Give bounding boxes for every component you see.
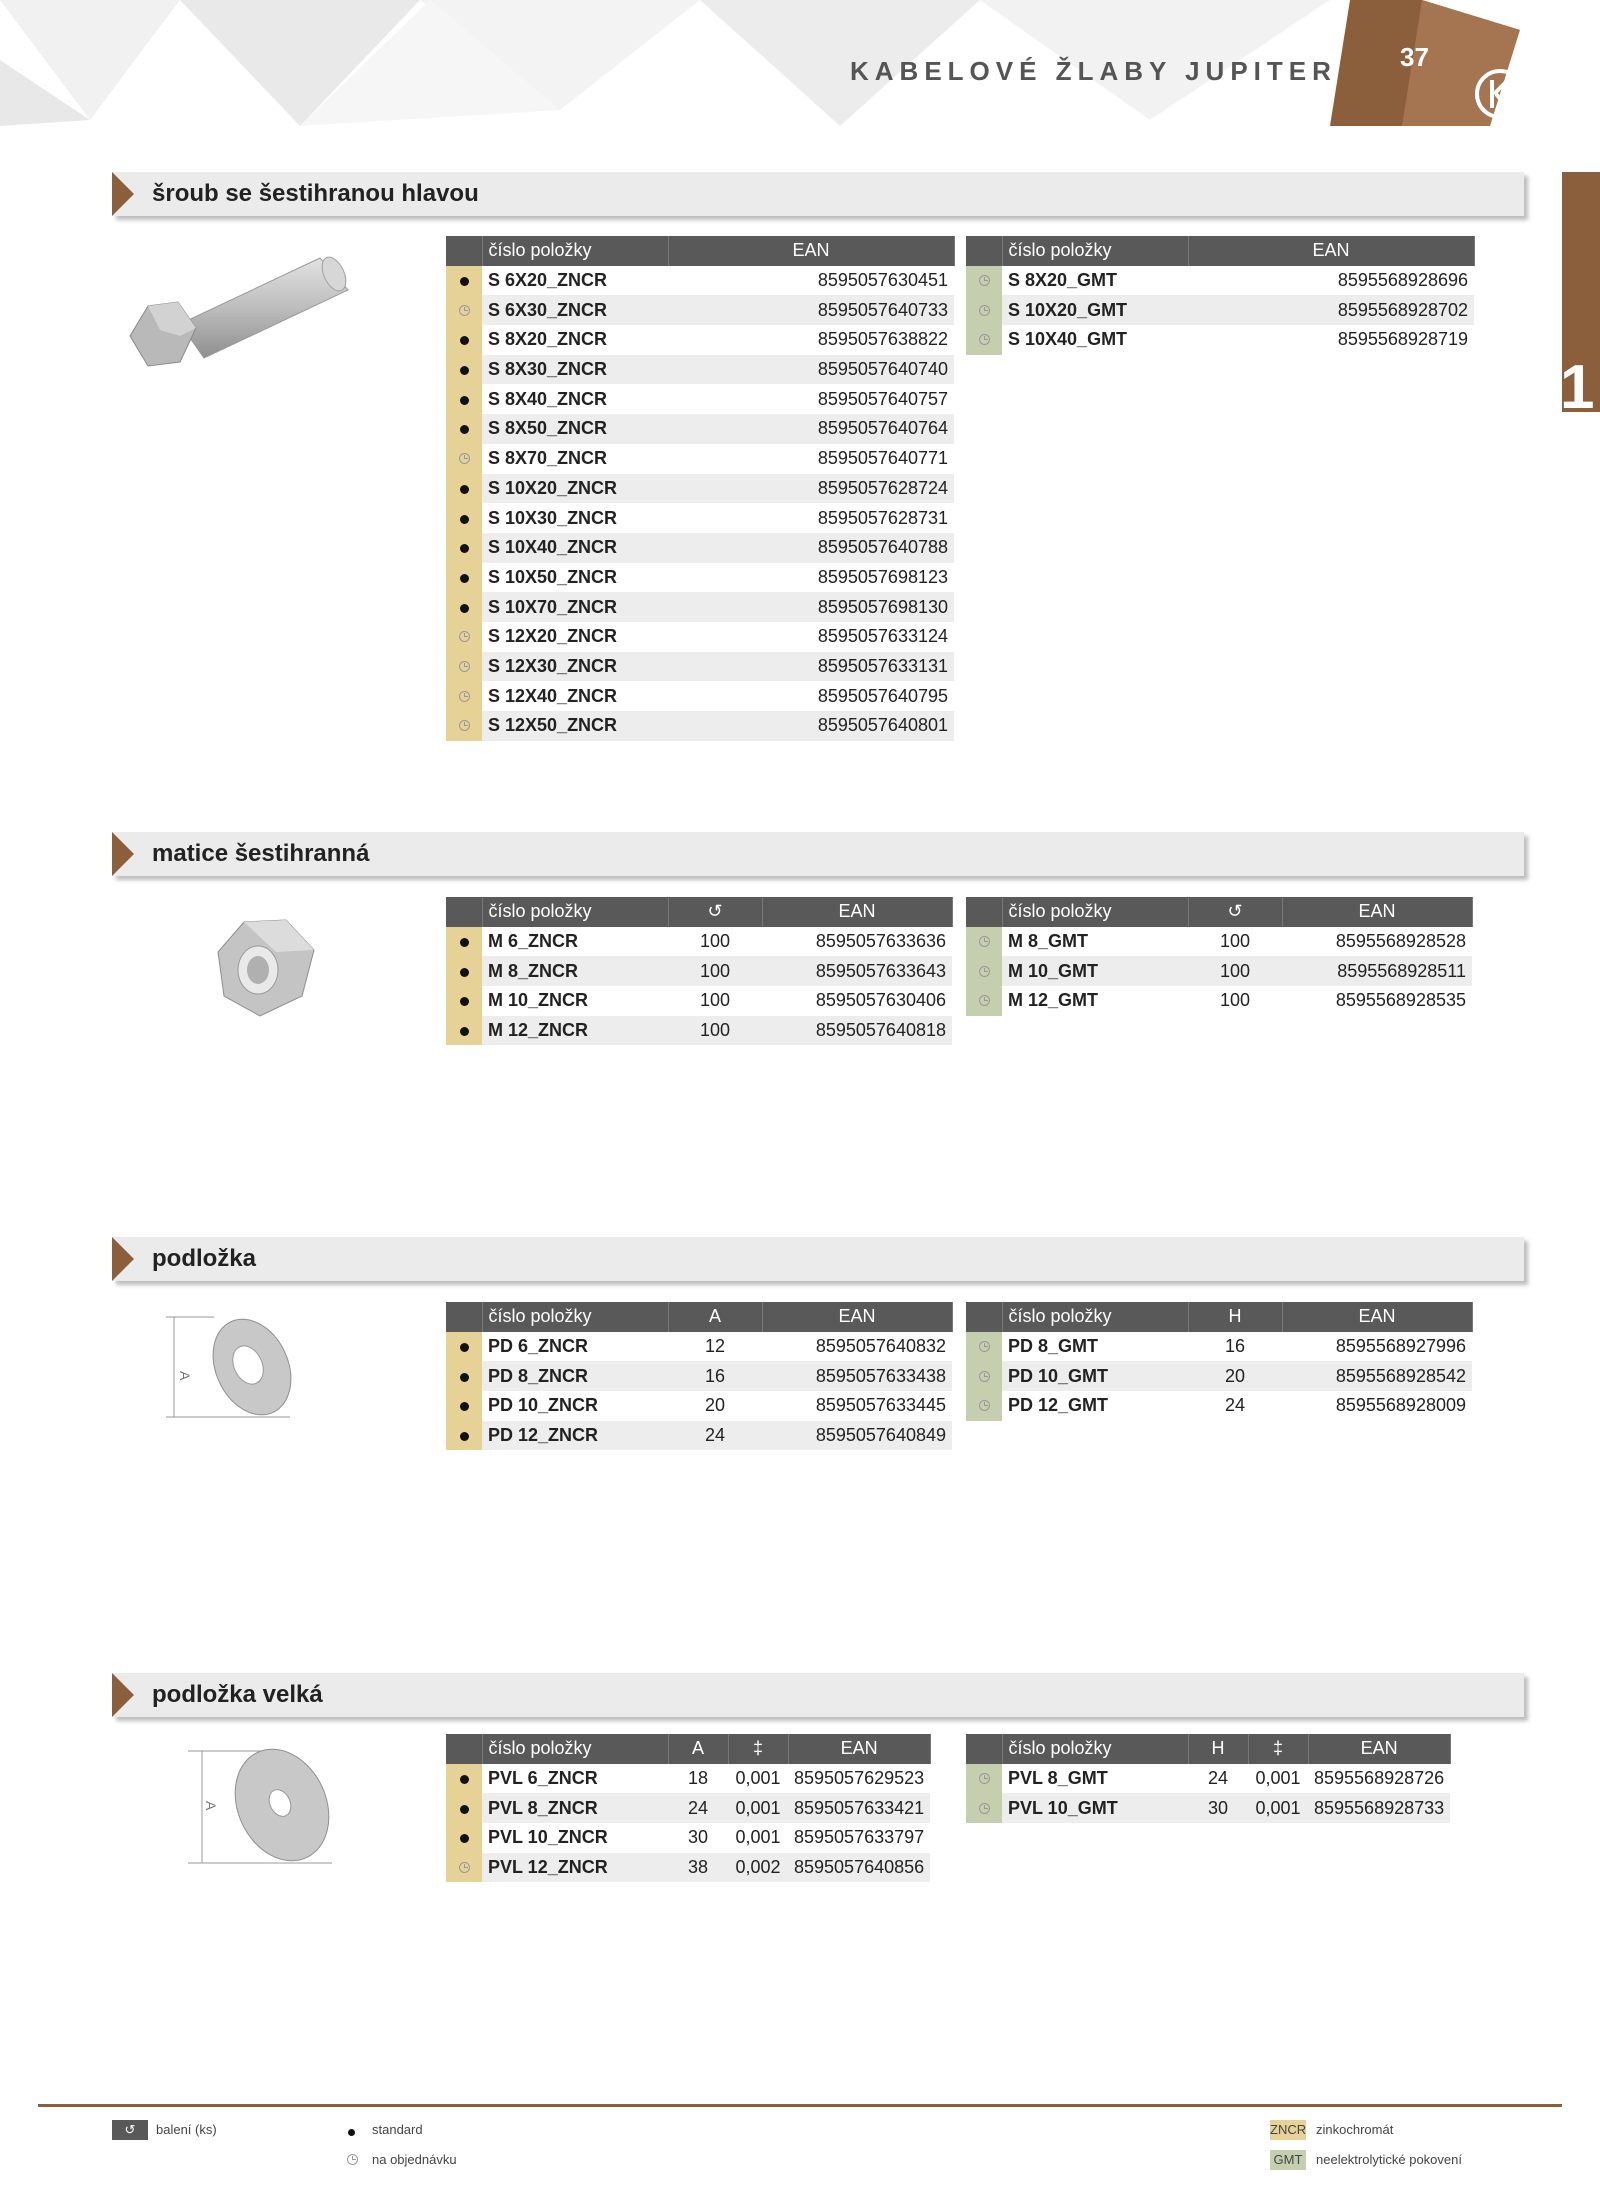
value-cell: 0,001 bbox=[735, 1827, 781, 1848]
column-header: číslo položky bbox=[1002, 897, 1188, 927]
header-marker-cell bbox=[446, 1302, 482, 1332]
ean-cell: 8595057698123 bbox=[817, 566, 948, 587]
hex-bolt-image bbox=[120, 254, 360, 414]
on-order-clock-icon bbox=[446, 295, 482, 325]
standard-dot-icon bbox=[446, 986, 482, 1016]
standard-dot-icon bbox=[446, 563, 482, 593]
item-number-cell: PD 12_GMT bbox=[1008, 1395, 1109, 1416]
product-table-left bbox=[446, 897, 953, 1045]
item-number-cell: S 8X20_GMT bbox=[1008, 270, 1118, 291]
ean-cell: 8595057629523 bbox=[794, 1768, 925, 1789]
product-table-right bbox=[966, 1302, 1473, 1421]
ean-cell: 8595057640788 bbox=[668, 533, 954, 563]
product-table-right bbox=[966, 897, 1473, 1016]
item-number-cell: PVL 10_GMT bbox=[1002, 1793, 1188, 1823]
table-row bbox=[446, 956, 952, 986]
value-cell: 16 bbox=[668, 1361, 762, 1391]
footer-divider bbox=[38, 2104, 1562, 2107]
value-cell: 24 bbox=[1207, 1768, 1229, 1789]
item-number-cell: S 8X40_ZNCR bbox=[488, 388, 608, 409]
standard-dot-icon bbox=[446, 1823, 482, 1853]
value-cell: 24 bbox=[668, 1793, 728, 1823]
table-row bbox=[966, 1361, 1472, 1391]
column-header: číslo položky bbox=[482, 1302, 668, 1332]
value-cell: 100 bbox=[699, 931, 731, 952]
column-header: číslo položky bbox=[482, 897, 668, 927]
standard-dot-icon bbox=[446, 927, 482, 957]
item-number-cell: PVL 8_GMT bbox=[1008, 1768, 1108, 1789]
value-cell: 12 bbox=[704, 1336, 726, 1357]
item-number-cell: S 12X30_ZNCR bbox=[482, 652, 668, 682]
item-number-cell: PVL 8_ZNCR bbox=[482, 1793, 668, 1823]
ean-cell: 8595568928719 bbox=[1337, 329, 1468, 350]
page-number: 37 bbox=[1400, 42, 1429, 72]
ean-cell: 8595057628724 bbox=[668, 474, 954, 504]
ean-cell: 8595057640832 bbox=[815, 1336, 946, 1357]
item-number-cell: PD 10_ZNCR bbox=[488, 1395, 599, 1416]
standard-dot-icon bbox=[446, 1764, 482, 1794]
ean-cell: 8595057633124 bbox=[817, 626, 948, 647]
standard-dot-icon bbox=[446, 474, 482, 504]
table-row bbox=[446, 927, 952, 957]
on-order-clock-icon bbox=[966, 1332, 1002, 1362]
table-row bbox=[966, 1793, 1450, 1823]
table-row bbox=[446, 592, 954, 622]
item-number-cell: S 12X40_ZNCR bbox=[488, 685, 618, 706]
column-header: A bbox=[668, 1302, 762, 1332]
ean-cell: 8595057640757 bbox=[817, 388, 948, 409]
column-header: ↺ bbox=[668, 897, 762, 927]
ean-cell: 8595057633643 bbox=[762, 956, 952, 986]
standard-dot-icon bbox=[446, 1421, 482, 1451]
legend-order-label: na objednávku bbox=[372, 2152, 457, 2167]
table-row bbox=[966, 1332, 1472, 1362]
standard-dot-icon bbox=[446, 266, 482, 296]
ean-cell: 8595057633438 bbox=[762, 1361, 952, 1391]
legend-pack-label: balení (ks) bbox=[156, 2122, 217, 2137]
value-cell: 0,001 bbox=[728, 1793, 788, 1823]
column-header: číslo položky bbox=[1002, 1302, 1188, 1332]
svg-text:A: A bbox=[203, 1801, 219, 1811]
item-number-cell: M 12_ZNCR bbox=[482, 1016, 668, 1046]
on-order-clock-icon bbox=[966, 1361, 1002, 1391]
washer-image bbox=[160, 1307, 300, 1427]
on-order-clock-icon bbox=[966, 927, 1002, 957]
value-cell: 100 bbox=[668, 1016, 762, 1046]
table-row bbox=[966, 986, 1472, 1016]
on-order-clock-icon bbox=[966, 295, 1002, 325]
on-order-clock-icon bbox=[446, 681, 482, 711]
ean-cell: 8595057633797 bbox=[794, 1827, 925, 1848]
large-washer-image bbox=[182, 1739, 342, 1869]
header-marker-cell bbox=[446, 897, 482, 927]
legend-zncr-label: zinkochromát bbox=[1316, 2122, 1394, 2137]
column-header: EAN bbox=[762, 897, 952, 927]
ean-cell: 8595057640771 bbox=[817, 448, 948, 469]
value-cell: 0,001 bbox=[1255, 1768, 1301, 1789]
table-row bbox=[446, 986, 952, 1016]
table-row bbox=[966, 956, 1472, 986]
value-cell: 20 bbox=[704, 1395, 726, 1416]
ean-cell: 8595568928702 bbox=[1188, 295, 1474, 325]
standard-dot-icon bbox=[446, 1793, 482, 1823]
product-table-right bbox=[966, 1734, 1451, 1823]
table-row bbox=[446, 1823, 930, 1853]
table-row bbox=[446, 384, 954, 414]
column-header: EAN bbox=[1282, 897, 1472, 927]
on-order-clock-icon bbox=[966, 325, 1002, 355]
ean-cell: 8595057633421 bbox=[788, 1793, 930, 1823]
value-cell: 0,002 bbox=[728, 1853, 788, 1883]
item-number-cell: S 12X50_ZNCR bbox=[482, 711, 668, 741]
ean-cell: 8595057633636 bbox=[815, 931, 946, 952]
column-header: číslo položky bbox=[482, 1734, 668, 1764]
standard-dot-icon bbox=[446, 355, 482, 385]
item-number-cell: PVL 10_ZNCR bbox=[488, 1827, 608, 1848]
table-row bbox=[446, 266, 954, 296]
ean-cell: 8595057638822 bbox=[817, 329, 948, 350]
table-row bbox=[966, 927, 1472, 957]
ean-cell: 8595057640818 bbox=[762, 1016, 952, 1046]
gmt-tag: GMT bbox=[1270, 2150, 1306, 2170]
standard-dot-icon bbox=[446, 414, 482, 444]
table-row bbox=[446, 652, 954, 682]
item-number-cell: S 6X30_ZNCR bbox=[482, 295, 668, 325]
hex-nut-image bbox=[206, 912, 326, 1022]
column-header: EAN bbox=[788, 1734, 930, 1764]
on-order-clock-icon bbox=[966, 1391, 1002, 1421]
legend-order-marker bbox=[347, 2153, 358, 2168]
ean-cell: 8595057640856 bbox=[788, 1853, 930, 1883]
standard-dot-icon bbox=[446, 1016, 482, 1046]
header-marker-cell bbox=[446, 1734, 482, 1764]
item-number-cell: PVL 6_ZNCR bbox=[488, 1768, 598, 1789]
standard-dot-icon bbox=[446, 1391, 482, 1421]
table-row bbox=[966, 325, 1474, 355]
on-order-clock-icon bbox=[966, 1793, 1002, 1823]
value-cell: 30 bbox=[1188, 1793, 1248, 1823]
standard-dot-icon bbox=[446, 1332, 482, 1362]
table-row bbox=[446, 1853, 930, 1883]
item-number-cell: S 10X70_ZNCR bbox=[482, 592, 668, 622]
table-row bbox=[446, 474, 954, 504]
table-row bbox=[446, 355, 954, 385]
svg-text:A: A bbox=[177, 1371, 193, 1381]
item-number-cell: M 12_GMT bbox=[1008, 990, 1099, 1011]
value-cell: 24 bbox=[1224, 1395, 1246, 1416]
table-row bbox=[446, 1391, 952, 1421]
section-header bbox=[112, 1237, 1524, 1281]
table-row bbox=[446, 1361, 952, 1391]
header-marker-cell bbox=[966, 897, 1002, 927]
ean-cell: 8595568928733 bbox=[1308, 1793, 1450, 1823]
value-cell: 16 bbox=[1224, 1336, 1246, 1357]
legend-standard-label: standard bbox=[372, 2122, 423, 2137]
column-header: H bbox=[1188, 1734, 1248, 1764]
ean-cell: 8595057640740 bbox=[668, 355, 954, 385]
section-header bbox=[112, 1673, 1524, 1717]
product-table-left bbox=[446, 236, 955, 741]
value-cell: 0,001 bbox=[1248, 1793, 1308, 1823]
ean-cell: 8595057630451 bbox=[817, 270, 948, 291]
value-cell: 24 bbox=[668, 1421, 762, 1451]
on-order-clock-icon bbox=[446, 652, 482, 682]
value-cell: 100 bbox=[668, 956, 762, 986]
table-row bbox=[446, 563, 954, 593]
ean-cell: 8595057640733 bbox=[668, 295, 954, 325]
table-row bbox=[446, 503, 954, 533]
legend-gmt-label: neelektrolytické pokovení bbox=[1316, 2152, 1462, 2167]
section-title: podložka bbox=[152, 1245, 257, 1272]
table-row bbox=[446, 533, 954, 563]
on-order-clock-icon bbox=[446, 711, 482, 741]
standard-dot-icon bbox=[446, 592, 482, 622]
ean-cell: 8595057633445 bbox=[815, 1395, 946, 1416]
standard-dot-icon bbox=[446, 1361, 482, 1391]
table-row bbox=[966, 1764, 1450, 1794]
table-row bbox=[446, 325, 954, 355]
header-marker-cell bbox=[966, 236, 1002, 266]
item-number-cell: M 10_GMT bbox=[1002, 956, 1188, 986]
standard-dot-icon bbox=[446, 384, 482, 414]
item-number-cell: S 10X20_ZNCR bbox=[482, 474, 668, 504]
ean-cell: 8595057628731 bbox=[817, 507, 948, 528]
value-cell: 100 bbox=[1219, 990, 1251, 1011]
item-number-cell: PVL 12_ZNCR bbox=[482, 1853, 668, 1883]
item-number-cell: S 8X30_ZNCR bbox=[482, 355, 668, 385]
ean-cell: 8595057630406 bbox=[815, 990, 946, 1011]
table-row bbox=[446, 1016, 952, 1046]
column-header: ↺ bbox=[1188, 897, 1282, 927]
product-table-left bbox=[446, 1302, 953, 1450]
on-order-clock-icon bbox=[966, 266, 1002, 296]
item-number-cell: S 10X20_GMT bbox=[1002, 295, 1188, 325]
ean-cell: 8595568928726 bbox=[1314, 1768, 1445, 1789]
section-arrow-icon bbox=[112, 172, 134, 216]
table-row bbox=[446, 295, 954, 325]
ean-cell: 8595568928528 bbox=[1335, 931, 1466, 952]
ean-cell: 8595057640801 bbox=[668, 711, 954, 741]
table-row bbox=[446, 414, 954, 444]
value-cell: 38 bbox=[668, 1853, 728, 1883]
column-header: EAN bbox=[762, 1302, 952, 1332]
column-header: ‡ bbox=[1248, 1734, 1308, 1764]
column-header: číslo položky bbox=[482, 236, 668, 266]
value-cell: 0,001 bbox=[735, 1768, 781, 1789]
table-row bbox=[966, 295, 1474, 325]
column-header: číslo položky bbox=[1002, 1734, 1188, 1764]
column-header: ‡ bbox=[728, 1734, 788, 1764]
item-number-cell: S 8X50_ZNCR bbox=[482, 414, 668, 444]
ean-cell: 8595568928542 bbox=[1282, 1361, 1472, 1391]
item-number-cell: M 6_ZNCR bbox=[488, 931, 579, 952]
table-row bbox=[966, 266, 1474, 296]
ean-cell: 8595057633131 bbox=[668, 652, 954, 682]
product-table-right bbox=[966, 236, 1475, 355]
column-header: EAN bbox=[1188, 236, 1474, 266]
section-title: podložka velká bbox=[152, 1681, 323, 1708]
on-order-clock-icon bbox=[966, 986, 1002, 1016]
section-arrow-icon bbox=[112, 1673, 134, 1717]
item-number-cell: M 10_ZNCR bbox=[488, 990, 589, 1011]
item-number-cell: S 8X20_ZNCR bbox=[488, 329, 608, 350]
table-row bbox=[446, 681, 954, 711]
header-marker-cell bbox=[966, 1302, 1002, 1332]
ean-cell: 8595057640795 bbox=[817, 685, 948, 706]
item-number-cell: S 12X20_ZNCR bbox=[488, 626, 618, 647]
table-row bbox=[446, 444, 954, 474]
column-header: číslo položky bbox=[1002, 236, 1188, 266]
table-row bbox=[446, 1332, 952, 1362]
on-order-clock-icon bbox=[966, 1764, 1002, 1794]
item-number-cell: M 8_ZNCR bbox=[482, 956, 668, 986]
standard-dot-icon bbox=[446, 533, 482, 563]
legend-standard-marker bbox=[348, 2124, 355, 2139]
item-number-cell: S 10X50_ZNCR bbox=[488, 566, 618, 587]
header-marker-cell bbox=[446, 236, 482, 266]
value-cell: 30 bbox=[687, 1827, 709, 1848]
on-order-clock-icon bbox=[966, 956, 1002, 986]
table-row bbox=[446, 1421, 952, 1451]
on-order-clock-icon bbox=[446, 1853, 482, 1883]
document-title: KABELOVÉ ŽLABY JUPITER bbox=[850, 56, 1337, 86]
chapter-number: 1 bbox=[1560, 353, 1595, 422]
product-table-left bbox=[446, 1734, 931, 1882]
ean-cell: 8595568928696 bbox=[1337, 270, 1468, 291]
item-number-cell: S 10X40_ZNCR bbox=[482, 533, 668, 563]
item-number-cell: PD 8_ZNCR bbox=[482, 1361, 668, 1391]
item-number-cell: PD 12_ZNCR bbox=[482, 1421, 668, 1451]
ean-cell: 8595568928511 bbox=[1282, 956, 1472, 986]
on-order-clock-icon bbox=[446, 444, 482, 474]
section-title: matice šestihranná bbox=[152, 840, 370, 867]
zncr-tag: ZNCR bbox=[1270, 2120, 1306, 2140]
table-row bbox=[446, 711, 954, 741]
section-title: šroub se šestihranou hlavou bbox=[152, 180, 479, 207]
section-arrow-icon bbox=[112, 832, 134, 876]
header-marker-cell bbox=[966, 1734, 1002, 1764]
column-header: EAN bbox=[1282, 1302, 1472, 1332]
on-order-clock-icon bbox=[446, 622, 482, 652]
column-header: A bbox=[668, 1734, 728, 1764]
item-number-cell: PD 6_ZNCR bbox=[488, 1336, 589, 1357]
value-cell: 20 bbox=[1188, 1361, 1282, 1391]
table-row bbox=[446, 622, 954, 652]
standard-dot-icon bbox=[446, 503, 482, 533]
table-row bbox=[446, 1764, 930, 1794]
item-number-cell: S 8X70_ZNCR bbox=[488, 448, 608, 469]
column-header: EAN bbox=[1308, 1734, 1450, 1764]
pack-icon: ↺ bbox=[112, 2120, 148, 2140]
ean-cell: 8595057640764 bbox=[668, 414, 954, 444]
ean-cell: 8595057640849 bbox=[762, 1421, 952, 1451]
table-row bbox=[446, 1793, 930, 1823]
value-cell: 100 bbox=[1219, 931, 1251, 952]
standard-dot-icon bbox=[446, 325, 482, 355]
ean-cell: 8595568927996 bbox=[1335, 1336, 1466, 1357]
value-cell: 100 bbox=[699, 990, 731, 1011]
ean-cell: 8595568928535 bbox=[1335, 990, 1466, 1011]
value-cell: 100 bbox=[1188, 956, 1282, 986]
item-number-cell: S 10X30_ZNCR bbox=[488, 507, 618, 528]
table-row bbox=[966, 1391, 1472, 1421]
item-number-cell: PD 10_GMT bbox=[1002, 1361, 1188, 1391]
ean-cell: 8595568928009 bbox=[1335, 1395, 1466, 1416]
item-number-cell: PD 8_GMT bbox=[1008, 1336, 1099, 1357]
item-number-cell: S 6X20_ZNCR bbox=[488, 270, 608, 291]
standard-dot-icon bbox=[446, 956, 482, 986]
section-arrow-icon bbox=[112, 1237, 134, 1281]
item-number-cell: M 8_GMT bbox=[1008, 931, 1089, 952]
ean-cell: 8595057698130 bbox=[668, 592, 954, 622]
item-number-cell: S 10X40_GMT bbox=[1008, 329, 1128, 350]
column-header: EAN bbox=[668, 236, 954, 266]
column-header: H bbox=[1188, 1302, 1282, 1332]
value-cell: 18 bbox=[687, 1768, 709, 1789]
